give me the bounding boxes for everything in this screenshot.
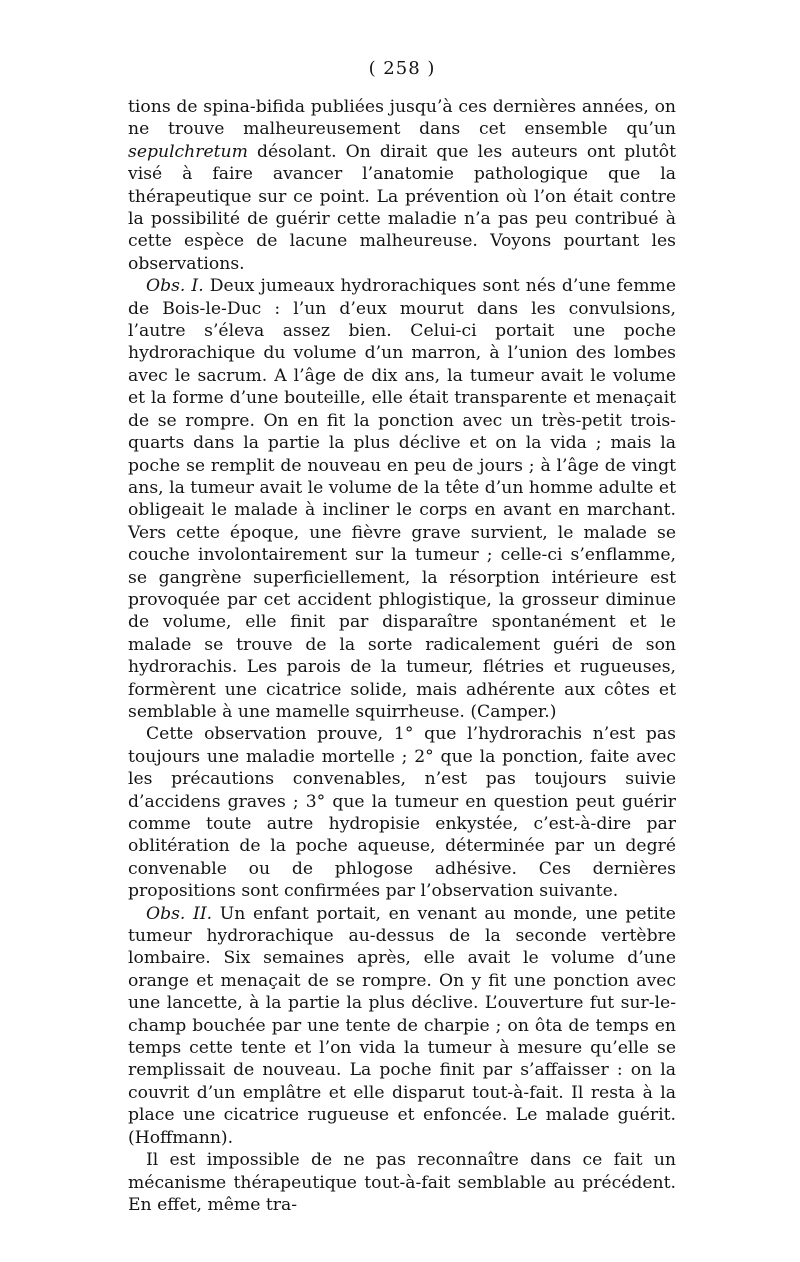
paragraph-final-text: Il est impossible de ne pas reconnaître dans ce fait un mécanisme thérapeutique tout-à-fait semblable au précédent. En effet, même tra-: [128, 1150, 676, 1215]
paragraph-conclusions: [128, 723, 676, 902]
paragraph-intro: [128, 96, 676, 275]
obs-1-text: Deux jumeaux hydrorachiques sont nés d’une femme de Bois-le-Duc : l’un d’eux mourut dans les convulsions, l’autre s’éleva assez bien. Celui-ci portait une poche hydrorachique du volume d’un marron, à l’union des lombes avec le sacrum. A l’âge de dix ans, la tumeur avait le volume et la forme d’une bouteille, elle était transparente et menaçait de se rompre. On en fit la ponction avec un très-petit trois-quarts dans la partie la plus déclive et on la vida ; mais la poche se remplit de nouveau en peu de jours ; à l’âge de vingt ans, la tumeur avait le volume de la tête d’un homme adulte et obligeait le malade à incliner le corps en avant en marchant. Vers cette époque, une fièvre grave survient, le malade se couche involontairement sur la tumeur ; celle-ci s’enflamme, se gangrène superficiellement, la résorption intérieure est provoquée par cet accident phlogistique, la grosseur diminue de volume, elle finit par disparaître spontanément et le malade se trouve de la sorte radicalement guéri de son hydrorachis. Les parois de la tumeur, flétries et rugueuses, formèrent une cicatrice solide, mais adhérente aux côtes et semblable à une mamelle squirrheuse. (Camper.): [128, 276, 676, 722]
paragraph-obs-2: [128, 903, 676, 1149]
page-number: ( 258 ): [368, 58, 436, 79]
obs-2-label: Obs. II.: [146, 903, 213, 924]
paragraph-obs-1: [128, 275, 676, 723]
obs-2-text: Un enfant portait, en venant au monde, une petite tumeur hydrorachique au-dessus de la seconde vertèbre lombaire. Six semaines après, elle avait le volume d’une orange et menaçait de se rompre. On y fit une ponction avec une lancette, à la partie la plus déclive. L’ouverture fut sur-le-champ bouchée par une tente de charpie ; on ôta de temps en temps cette tente et l’on vida la tumeur à mesure qu’elle se remplissait de nouveau. La poche finit par s’affaisser : on la couvrit d’un emplâtre et elle disparut tout-à-fait. Il resta à la place une cicatrice rugueuse et enfoncée. Le malade guérit. (Hoffmann).: [128, 903, 676, 1148]
latin-term: sepulchretum: [128, 141, 248, 162]
paragraph-intro-text: tions de spina-bifida publiées jusqu’à ces dernières années, on ne trouve malheureusement dans cet ensemble qu’un sepulchretum désolant. On dirait que les auteurs ont plutôt visé à faire avancer l’anatomie pathologique que la thérapeutique sur ce point. La prévention où l’on était contre la possibilité de guérir cette maladie n’a pas peu contribué à cette espèce de lacune malheureuse. Voyons pourtant les observations.: [128, 97, 676, 274]
book-page: [128, 56, 676, 1216]
paragraph-conclusions-text: Cette observation prouve, 1° que l’hydrorachis n’est pas toujours une maladie mortelle ; 2° que la ponction, faite avec les précautions convenables, n’est pas toujours suivie d’accidens graves ; 3° que la tumeur en question peut guérir comme toute autre hydropisie enkystée, c’est-à-dire par oblitération de la poche aqueuse, déterminée par un degré convenable ou de phlogose adhésive. Ces dernières propositions sont confirmées par l’observation suivante.: [128, 724, 676, 902]
paragraph-final: [128, 1149, 676, 1216]
obs-1-label: Obs. I.: [146, 276, 204, 297]
